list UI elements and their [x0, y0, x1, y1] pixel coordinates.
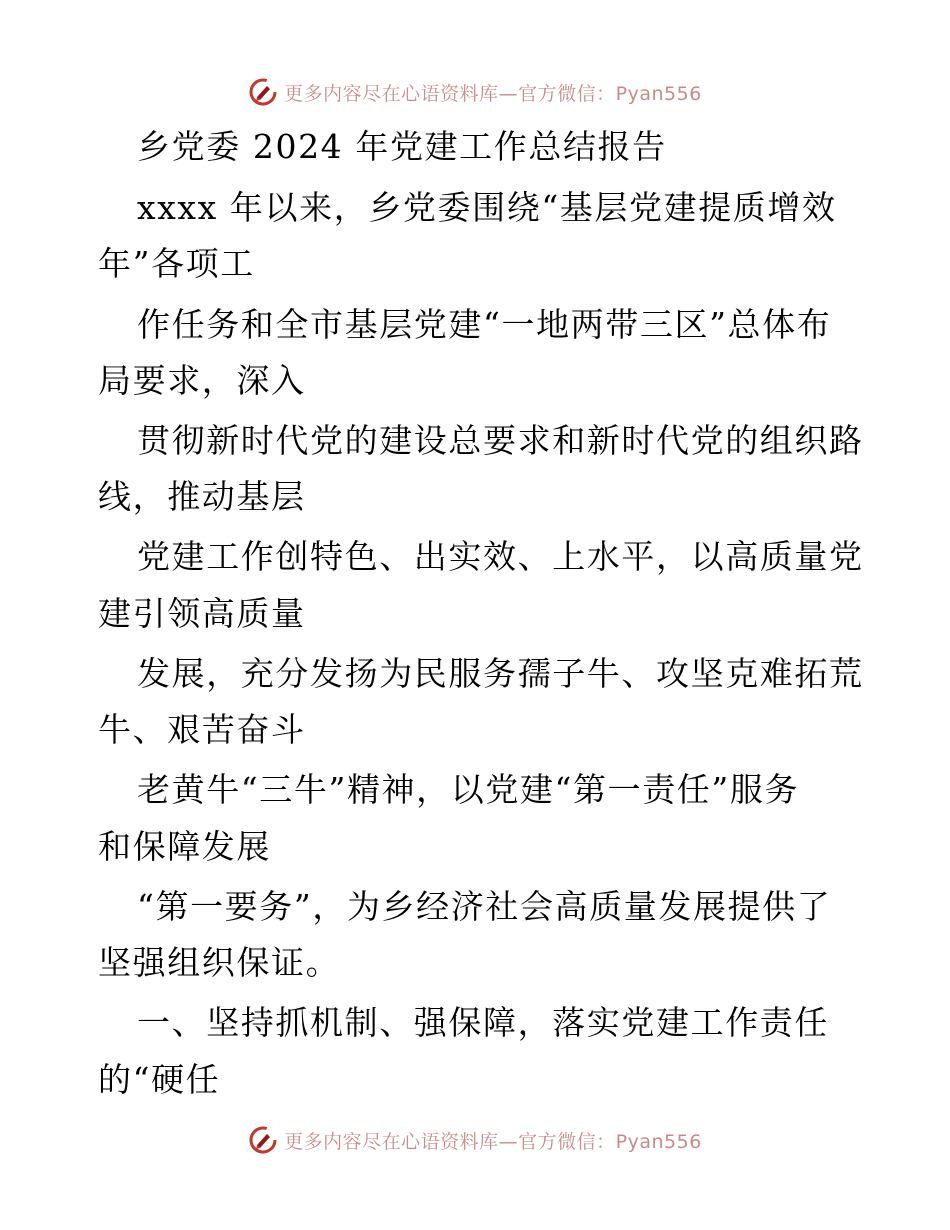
paragraph-line: 发展，充分发扬为民服务孺子牛、攻坚克难拓荒 [137, 654, 864, 693]
watermark-text: 更多内容尽在心语资料库—官方微信：Pyan556 [284, 1130, 702, 1153]
pen-circle-logo-icon [248, 1125, 278, 1155]
paragraph-line: 作任务和全市基层党建“一地两带三区”总体布 [137, 305, 832, 344]
paragraph-line: 和保障发展 [98, 827, 271, 866]
paragraph-line: xxxx 年以来，乡党委围绕“基层党建提质增效 [137, 188, 837, 227]
paragraph-line: 局要求，深入 [98, 361, 306, 400]
paragraph-line: 建引领高质量 [98, 594, 306, 633]
header-watermark [0, 72, 950, 112]
paragraph-line: 年”各项工 [98, 244, 255, 283]
pen-circle-logo-icon [248, 77, 278, 107]
paragraph-line: 线，推动基层 [98, 477, 306, 516]
paragraph-line: 贯彻新时代党的建设总要求和新时代党的组织路 [137, 421, 864, 460]
paragraph-line: 老黄牛“三牛”精神，以党建“第一责任”服务 [137, 770, 800, 809]
paragraph-line: 牛、艰苦奋斗 [98, 710, 306, 749]
document-title: 乡党委 2024 年党建工作总结报告 [137, 127, 667, 166]
paragraph-line: 党建工作创特色、出实效、上水平，以高质量党 [137, 537, 864, 576]
paragraph-line: 坚强组织保证。 [98, 943, 341, 982]
paragraph-line: 的“硬任 [98, 1060, 221, 1099]
section-heading: 一、坚持抓机制、强保障，落实党建工作责任 [137, 1003, 829, 1042]
paragraph-line: “第一要务”，为乡经济社会高质量发展提供了 [137, 887, 832, 926]
footer-watermark [0, 1120, 950, 1160]
watermark-text: 更多内容尽在心语资料库—官方微信：Pyan556 [284, 82, 702, 105]
